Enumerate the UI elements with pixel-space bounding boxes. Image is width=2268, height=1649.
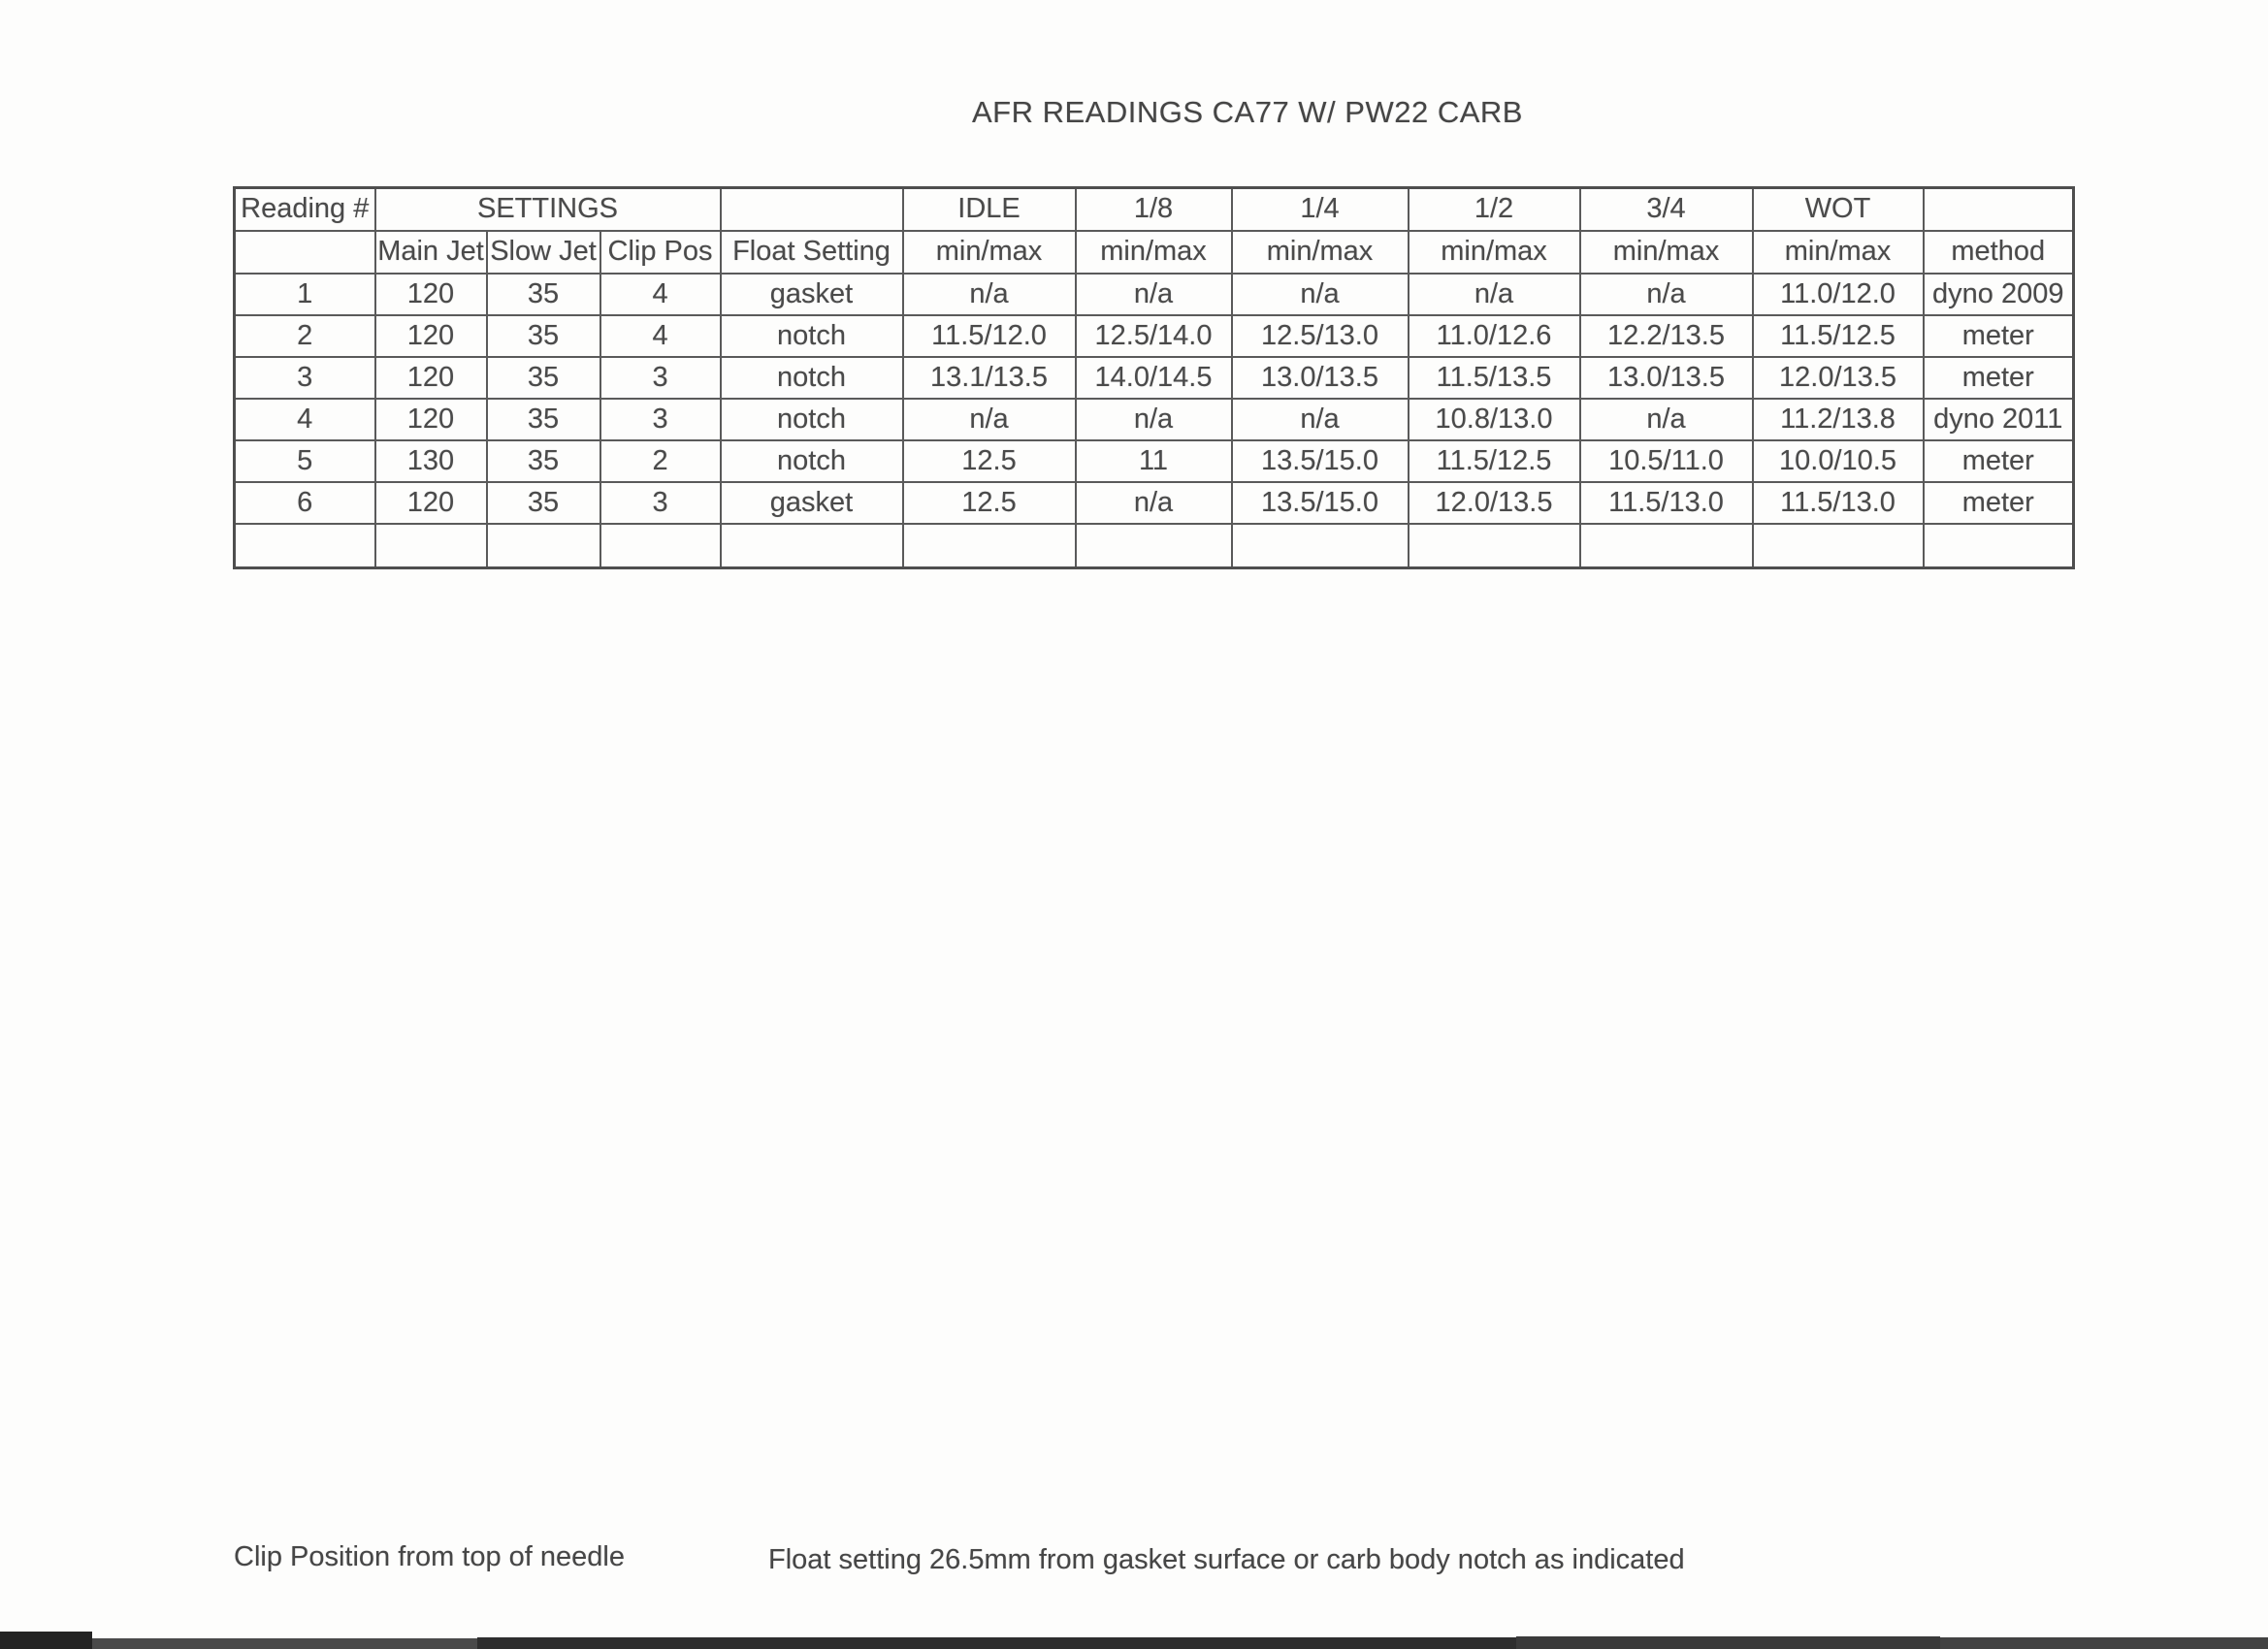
cell-clip-pos: 2 xyxy=(600,440,721,482)
cell-main-jet: 120 xyxy=(375,274,487,315)
header-wot: WOT xyxy=(1753,188,1924,231)
cell-reading: 2 xyxy=(235,315,375,357)
cell-empty xyxy=(1580,524,1753,568)
afr-readings-table xyxy=(233,186,2075,569)
cell-main-jet: 130 xyxy=(375,440,487,482)
cell-empty xyxy=(487,524,600,568)
scan-edge-bar-left xyxy=(0,1632,92,1649)
cell-1-4: 13.5/15.0 xyxy=(1232,440,1409,482)
cell-method: meter xyxy=(1924,482,2074,524)
cell-1-4: n/a xyxy=(1232,399,1409,440)
cell-empty xyxy=(375,524,487,568)
cell-wot: 11.5/13.0 xyxy=(1753,482,1924,524)
cell-empty xyxy=(1753,524,1924,568)
cell-empty xyxy=(235,524,375,568)
cell-1-2: n/a xyxy=(1409,274,1580,315)
scan-edge-bar xyxy=(1516,1636,1940,1649)
header-throttle-1-2: 1/2 xyxy=(1409,188,1580,231)
cell-clip-pos: 4 xyxy=(600,315,721,357)
subheader-float-setting: Float Setting xyxy=(721,231,903,274)
cell-method: dyno 2011 xyxy=(1924,399,2074,440)
cell-empty xyxy=(600,524,721,568)
cell-slow-jet: 35 xyxy=(487,357,600,399)
cell-main-jet: 120 xyxy=(375,399,487,440)
cell-method: dyno 2009 xyxy=(1924,274,2074,315)
cell-1-2: 10.8/13.0 xyxy=(1409,399,1580,440)
header-throttle-1-4: 1/4 xyxy=(1232,188,1409,231)
cell-slow-jet: 35 xyxy=(487,440,600,482)
cell-reading: 6 xyxy=(235,482,375,524)
cell-1-2: 11.0/12.6 xyxy=(1409,315,1580,357)
table-header-row-2 xyxy=(235,231,2074,274)
subheader-minmax-1-8: min/max xyxy=(1076,231,1232,274)
table-row-3 xyxy=(235,357,2074,399)
cell-wot: 10.0/10.5 xyxy=(1753,440,1924,482)
cell-1-4: 13.5/15.0 xyxy=(1232,482,1409,524)
cell-idle: n/a xyxy=(903,399,1076,440)
cell-1-8: 14.0/14.5 xyxy=(1076,357,1232,399)
cell-main-jet: 120 xyxy=(375,482,487,524)
header-idle: IDLE xyxy=(903,188,1076,231)
cell-empty xyxy=(721,524,903,568)
table-header-row-1 xyxy=(235,188,2074,231)
cell-wot: 12.0/13.5 xyxy=(1753,357,1924,399)
cell-1-2: 11.5/13.5 xyxy=(1409,357,1580,399)
cell-method: meter xyxy=(1924,315,2074,357)
cell-3-4: 11.5/13.0 xyxy=(1580,482,1753,524)
cell-float-setting: notch xyxy=(721,440,903,482)
cell-3-4: 12.2/13.5 xyxy=(1580,315,1753,357)
cell-reading: 5 xyxy=(235,440,375,482)
header-settings-group: SETTINGS xyxy=(375,188,721,231)
cell-empty xyxy=(903,524,1076,568)
scan-edge-bar xyxy=(92,1638,477,1649)
cell-float-setting: gasket xyxy=(721,482,903,524)
subheader-main-jet: Main Jet xyxy=(375,231,487,274)
table-row-6 xyxy=(235,482,2074,524)
table-row-5 xyxy=(235,440,2074,482)
cell-clip-pos: 4 xyxy=(600,274,721,315)
cell-main-jet: 120 xyxy=(375,357,487,399)
cell-clip-pos: 3 xyxy=(600,482,721,524)
cell-clip-pos: 3 xyxy=(600,399,721,440)
subheader-minmax-3-4: min/max xyxy=(1580,231,1753,274)
table-row-2 xyxy=(235,315,2074,357)
cell-float-setting: notch xyxy=(721,399,903,440)
cell-idle: 12.5 xyxy=(903,440,1076,482)
cell-slow-jet: 35 xyxy=(487,482,600,524)
cell-wot: 11.5/12.5 xyxy=(1753,315,1924,357)
cell-slow-jet: 35 xyxy=(487,399,600,440)
subheader-minmax-1-2: min/max xyxy=(1409,231,1580,274)
subheader-minmax-idle: min/max xyxy=(903,231,1076,274)
scan-edge-bar xyxy=(477,1637,1516,1649)
header-throttle-1-8: 1/8 xyxy=(1076,188,1232,231)
note-clip-position: Clip Position from top of needle xyxy=(234,1541,625,1572)
cell-float-setting: notch xyxy=(721,315,903,357)
cell-3-4: n/a xyxy=(1580,399,1753,440)
cell-clip-pos: 3 xyxy=(600,357,721,399)
cell-reading: 4 xyxy=(235,399,375,440)
cell-float-setting: gasket xyxy=(721,274,903,315)
cell-1-8: n/a xyxy=(1076,482,1232,524)
cell-1-8: n/a xyxy=(1076,399,1232,440)
subheader-minmax-1-4: min/max xyxy=(1232,231,1409,274)
cell-empty xyxy=(1232,524,1409,568)
cell-1-4: n/a xyxy=(1232,274,1409,315)
cell-float-setting: notch xyxy=(721,357,903,399)
cell-slow-jet: 35 xyxy=(487,274,600,315)
cell-1-8: n/a xyxy=(1076,274,1232,315)
cell-1-4: 13.0/13.5 xyxy=(1232,357,1409,399)
cell-empty xyxy=(1409,524,1580,568)
header-throttle-3-4: 3/4 xyxy=(1580,188,1753,231)
cell-wot: 11.2/13.8 xyxy=(1753,399,1924,440)
note-float-setting: Float setting 26.5mm from gasket surface or carb body notch as indicated xyxy=(768,1544,1685,1575)
cell-idle: n/a xyxy=(903,274,1076,315)
cell-1-8: 11 xyxy=(1076,440,1232,482)
table-empty-row xyxy=(235,524,2074,568)
subheader-slow-jet: Slow Jet xyxy=(487,231,600,274)
cell-reading: 1 xyxy=(235,274,375,315)
table-row-1 xyxy=(235,274,2074,315)
cell-1-2: 12.0/13.5 xyxy=(1409,482,1580,524)
cell-3-4: 10.5/11.0 xyxy=(1580,440,1753,482)
cell-3-4: n/a xyxy=(1580,274,1753,315)
subheader-clip-pos: Clip Pos xyxy=(600,231,721,274)
subheader-blank xyxy=(235,231,375,274)
cell-idle: 11.5/12.0 xyxy=(903,315,1076,357)
cell-3-4: 13.0/13.5 xyxy=(1580,357,1753,399)
cell-idle: 13.1/13.5 xyxy=(903,357,1076,399)
page-title: AFR READINGS CA77 W/ PW22 CARB xyxy=(972,95,1523,129)
cell-slow-jet: 35 xyxy=(487,315,600,357)
scan-edge-bar xyxy=(1940,1637,2268,1649)
cell-method: meter xyxy=(1924,440,2074,482)
cell-1-2: 11.5/12.5 xyxy=(1409,440,1580,482)
cell-empty xyxy=(1924,524,2074,568)
cell-wot: 11.0/12.0 xyxy=(1753,274,1924,315)
subheader-method: method xyxy=(1924,231,2074,274)
header-blank-float xyxy=(721,188,903,231)
cell-main-jet: 120 xyxy=(375,315,487,357)
subheader-minmax-wot: min/max xyxy=(1753,231,1924,274)
cell-method: meter xyxy=(1924,357,2074,399)
cell-1-8: 12.5/14.0 xyxy=(1076,315,1232,357)
cell-1-4: 12.5/13.0 xyxy=(1232,315,1409,357)
cell-reading: 3 xyxy=(235,357,375,399)
cell-empty xyxy=(1076,524,1232,568)
header-blank-method xyxy=(1924,188,2074,231)
table-row-4 xyxy=(235,399,2074,440)
cell-idle: 12.5 xyxy=(903,482,1076,524)
header-reading-number: Reading # xyxy=(235,188,375,231)
